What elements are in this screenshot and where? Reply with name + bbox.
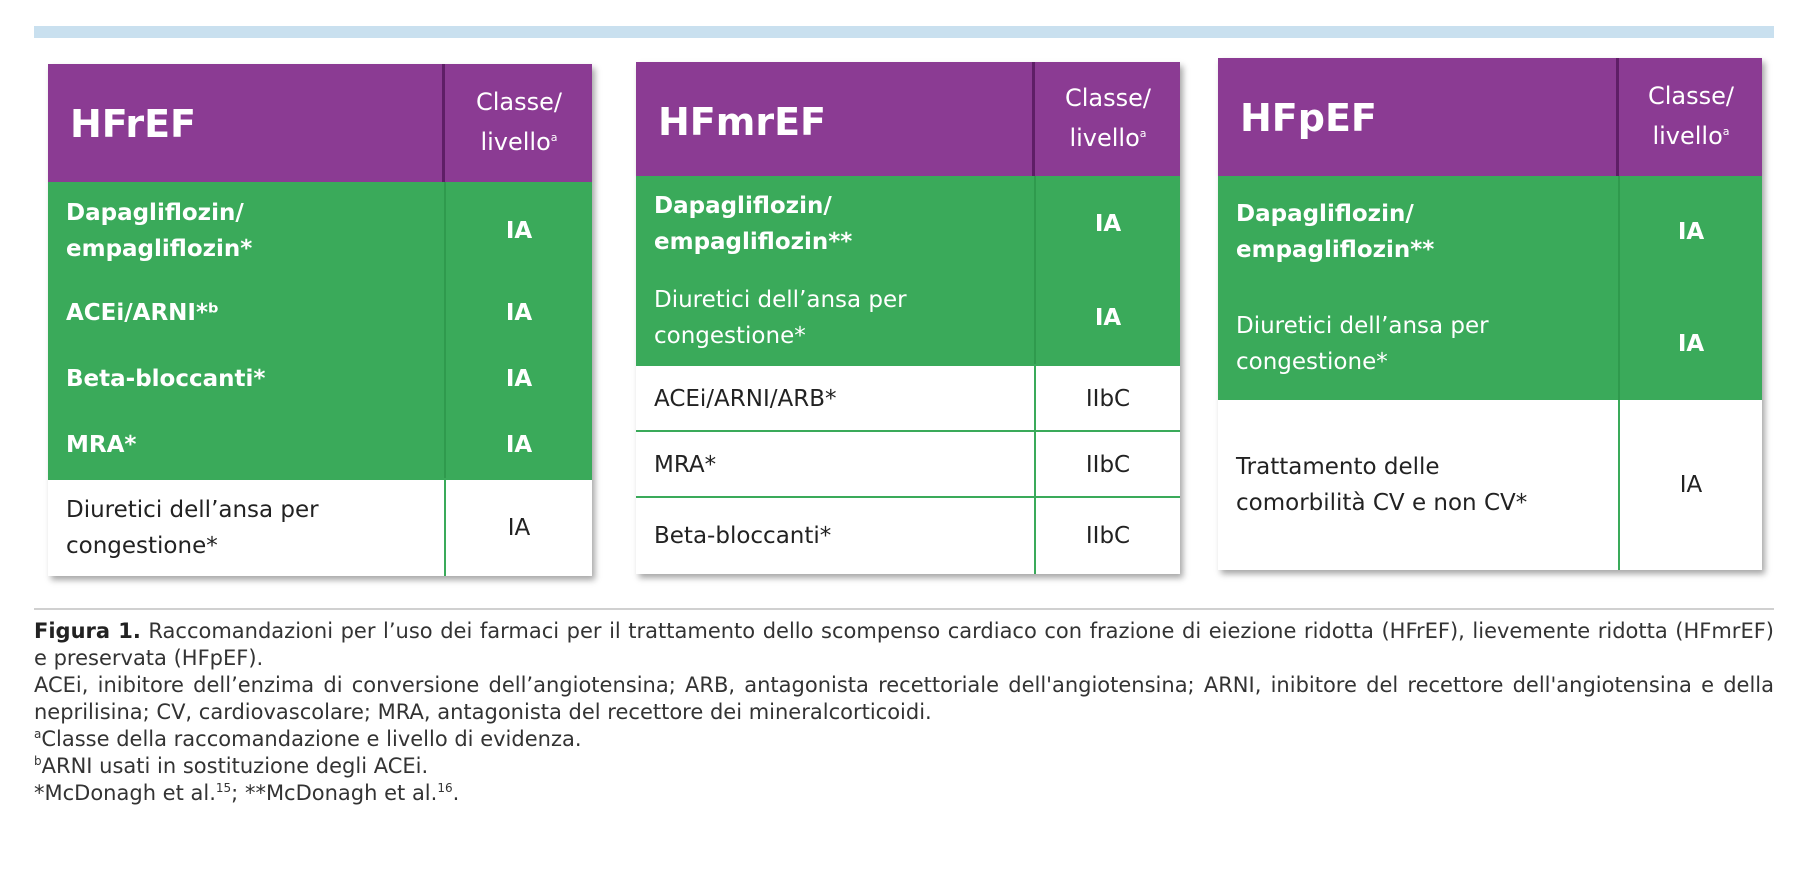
- caption-note-b: [34, 753, 1774, 780]
- class-level-sup: a: [1722, 125, 1730, 138]
- table-title: HFpEF: [1240, 96, 1377, 140]
- reference-2: **McDonagh et al.: [244, 781, 438, 805]
- drug-name: Dapagliflozin/ empagliflozin**: [654, 193, 853, 255]
- note-a-mark: a: [34, 727, 42, 741]
- figure-text: Raccomandazioni per l’uso dei farmaci per il trattamento dello scompenso cardiaco con frazione di eiezione ridotta (HFrEF), lievemente ridotta (HFmrEF) e preservata (HFpEF).: [34, 619, 1774, 670]
- table-row: [1218, 288, 1762, 400]
- class-level-value: IA: [444, 346, 592, 412]
- class-level-value: IA: [1618, 176, 1762, 288]
- table-row: [636, 430, 1180, 498]
- class-level-value: IA: [1034, 272, 1180, 364]
- class-level-header-text: Classe/ livello: [1065, 84, 1151, 152]
- class-level-value: IA: [444, 480, 592, 576]
- header-divider: [1616, 58, 1619, 176]
- class-level-value: IA: [1034, 176, 1180, 272]
- drug-name: Diuretici dell’ansa per congestione*: [1236, 313, 1489, 375]
- class-level-header-text: Classe/ livello: [1648, 82, 1734, 150]
- table-header: [636, 62, 1180, 176]
- drug-name: Beta-bloccanti*: [66, 366, 266, 392]
- table-row: [48, 346, 592, 412]
- caption-figure-line: [34, 618, 1774, 672]
- class-level-header: [446, 84, 592, 160]
- caption-divider: [34, 608, 1774, 610]
- class-level-value: IIbC: [1034, 498, 1180, 574]
- table-header: [1218, 58, 1762, 176]
- drug-name: MRA*: [654, 452, 717, 478]
- drug-name: MRA*: [66, 432, 137, 458]
- class-level-value: IA: [1618, 288, 1762, 400]
- reference-1-number: 15: [215, 781, 232, 795]
- top-accent-bar: [34, 26, 1774, 38]
- drug-name: Dapagliflozin/ empagliflozin*: [66, 200, 253, 262]
- class-level-header-text: Classe/ livello: [476, 88, 562, 156]
- reference-separator: ;: [231, 781, 245, 805]
- table-row: [636, 364, 1180, 432]
- table-row: [48, 182, 592, 280]
- class-level-sup: a: [1139, 127, 1147, 140]
- figure-caption: [34, 618, 1774, 807]
- drug-name: Trattamento delle comorbilità CV e non CV*: [1236, 454, 1528, 516]
- table-row: [636, 496, 1180, 574]
- reference-1: *McDonagh et al.: [34, 781, 216, 805]
- figure-label: Figura 1.: [34, 619, 141, 643]
- drug-name: Diuretici dell’ansa per congestione*: [66, 497, 319, 559]
- table-row: [48, 280, 592, 346]
- header-divider: [1032, 62, 1035, 176]
- drug-name: ACEi/ARNI*ᵇ: [66, 300, 220, 326]
- class-level-header: [1036, 80, 1180, 156]
- note-b-text: ARNI usati in sostituzione degli ACEi.: [41, 754, 429, 778]
- class-level-sup: a: [550, 131, 558, 144]
- note-a-text: Classe della raccomandazione e livello di evidenza.: [41, 727, 582, 751]
- drug-name: Diuretici dell’ansa per congestione*: [654, 287, 907, 349]
- class-level-value: IA: [444, 182, 592, 280]
- class-level-value: IA: [444, 280, 592, 346]
- caption-abbreviations: ACEi, inibitore dell’enzima di conversione dell’angiotensina; ARB, antagonista recettoriale dell'angiotensina; ARNI, inibitore del recettore dell'angiotensina e della neprilisina; CV, cardiovascolare; MRA, antagonista del recettore dei mineralcorticoidi.: [34, 673, 1774, 724]
- table-row: [48, 478, 592, 576]
- table-row: [636, 272, 1180, 364]
- table-hfpef: [1218, 58, 1762, 570]
- drug-name: ACEi/ARNI/ARB*: [654, 386, 837, 412]
- table-hfmref: [636, 62, 1180, 574]
- caption-references: [34, 780, 1774, 807]
- note-b-mark: b: [34, 754, 42, 768]
- class-level-value: IIbC: [1034, 432, 1180, 498]
- class-level-value: IIbC: [1034, 366, 1180, 432]
- class-level-value: IA: [1618, 400, 1762, 570]
- drug-name: Beta-bloccanti*: [654, 523, 832, 549]
- table-row: [1218, 176, 1762, 288]
- table-row: [636, 176, 1180, 272]
- table-row: [1218, 400, 1762, 570]
- reference-end: .: [452, 781, 460, 805]
- class-level-header: [1620, 78, 1762, 154]
- table-hfref: [48, 64, 592, 576]
- drug-name: Dapagliflozin/ empagliflozin**: [1236, 201, 1435, 263]
- reference-2-number: 16: [437, 781, 453, 795]
- caption-note-a: [34, 726, 1774, 753]
- table-row: [48, 412, 592, 478]
- header-divider: [442, 64, 445, 182]
- table-title: HFrEF: [70, 102, 196, 146]
- class-level-value: IA: [444, 412, 592, 478]
- table-header: [48, 64, 592, 182]
- table-title: HFmrEF: [658, 100, 827, 144]
